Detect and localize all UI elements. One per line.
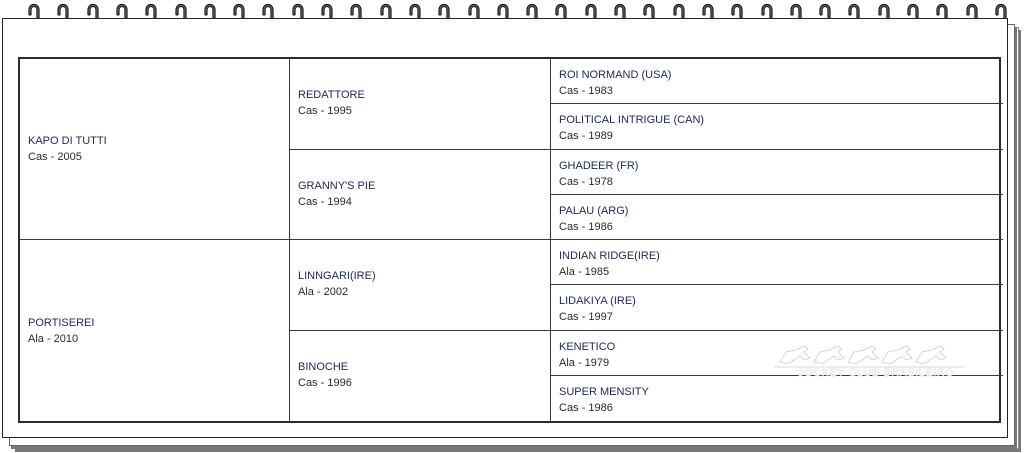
horse-info: Cas - 2005 [28,151,82,163]
paternal-granddam-cell [290,150,551,241]
horse-info: Cas - 1995 [298,105,352,117]
horse-info: Cas - 1986 [559,220,613,233]
horse-info: Ala - 2002 [298,286,349,298]
horse-name: INDIAN RIDGE(IRE) [559,250,660,262]
horse-name: GRANNY'S PIE [298,179,376,192]
ancestor-cell [551,285,1003,330]
horse-name: KENETICO [559,340,616,353]
horse-info: Cas - 1997 [559,311,613,324]
horse-name: SUPER MENSITY [559,385,649,398]
horse-info: Cas - 1994 [298,195,352,208]
horse-info: Cas - 1996 [298,376,352,389]
horse-info: Ala - 1979 [559,356,610,369]
horse-name: GHADEER (FR) [559,159,639,172]
horse-info: Cas - 1983 [559,85,613,97]
ancestor-cell [551,59,1003,104]
horse-info: Ala - 1985 [559,266,610,278]
dam-cell [20,240,290,421]
ancestor-cell [551,240,1003,285]
horse-info: Ala - 2010 [28,332,79,345]
jockey-club-watermark [774,340,964,382]
ancestor-cell [551,195,1003,240]
horse-info: Cas - 1989 [559,130,613,143]
maternal-grandsire-cell [290,240,551,331]
horse-name: BINOCHE [298,360,349,373]
horse-name: PALAU (ARG) [559,204,629,217]
sire-cell [20,59,290,240]
racing-horses-logo [774,340,964,370]
horse-name: PORTISEREI [28,316,95,329]
horse-name: ROI NORMAND (USA) [559,69,672,81]
ancestor-cell [551,104,1003,149]
maternal-granddam-cell [290,331,551,422]
horse-name: LIDAKIYA (IRE) [559,295,636,308]
ancestor-cell [551,150,1003,195]
watermark-text: JOCKEY CLUB BRASILEIRO [798,367,955,379]
horse-name: LINNGARI(IRE) [298,270,376,282]
horse-name: KAPO DI TUTTI [28,135,107,147]
horse-name: POLITICAL INTRIGUE (CAN) [559,114,705,127]
paternal-grandsire-cell [290,59,551,150]
ancestor-cell [551,376,1003,421]
horse-info: Cas - 1978 [559,175,613,188]
horse-info: Cas - 1986 [559,401,613,414]
horse-name: REDATTORE [298,89,365,101]
